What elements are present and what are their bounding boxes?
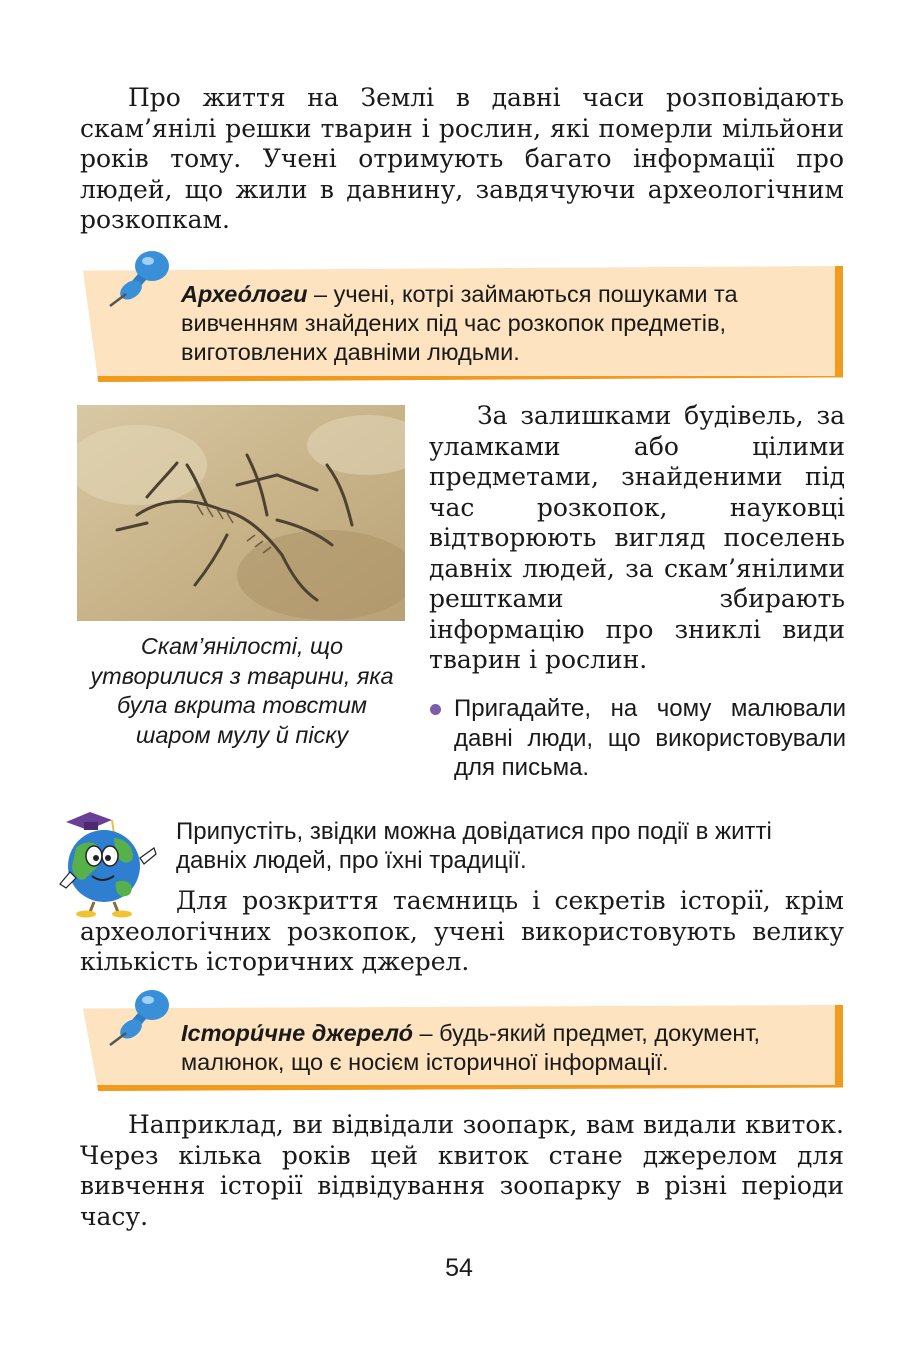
definition-term: Істори́чне джерело́ bbox=[181, 1020, 414, 1046]
definition-term: Архео́логи bbox=[181, 281, 308, 307]
pushpin-icon bbox=[104, 983, 174, 1049]
task-text: Припустіть, звідки можна довідатися про події в житті давніх людей, про їхні традиції. bbox=[176, 818, 772, 874]
photo-caption: Скам’янілості, що утворилися з тварини, яка була вкрита товстим шаром мулу й піску bbox=[90, 633, 394, 748]
bullet-icon bbox=[430, 704, 441, 715]
page-number: 54 bbox=[445, 1254, 473, 1282]
pushpin-icon bbox=[104, 244, 174, 310]
definition-text bbox=[181, 1019, 831, 1077]
question-text: Пригадайте, на чому малювали давні люди, що використовували для письма. bbox=[454, 695, 846, 781]
definition-box-historical-source bbox=[83, 1005, 843, 1091]
sources-paragraph: Для розкриття таємниць і секретів історії, крім археологічних розкопок, учені використовують велику кількість історичних джерел. bbox=[80, 886, 844, 976]
example-paragraph: Наприклад, ви відвідали зоопарк, вам видали квиток. Через кілька років цей квиток стане джерелом для вивчення історії відвідування зоопарку в різні періоди часу. bbox=[80, 1110, 844, 1231]
side-paragraph: За залишками будівель, за уламками або цілими предметами, знайденими під час розкопок, науковці відтворюють вигляд поселень давніх людей, за скам’янілими рештками збирають інформацію про зниклі види тварин і рослин. bbox=[429, 401, 845, 674]
definition-box-archaeologists bbox=[83, 266, 843, 382]
definition-body: – учені, котрі займаються пошуками та вивченням знайдених під час розкопок предметів, виготовлених давніми людьми. bbox=[181, 281, 738, 365]
definition-body: – будь-який предмет, документ, малюнок, що є носієм історичної інформації. bbox=[181, 1020, 761, 1075]
fossil-photo bbox=[77, 405, 405, 621]
definition-text bbox=[181, 280, 831, 367]
question-item bbox=[428, 694, 846, 783]
intro-paragraph: Про життя на Землі в давні часи розповідають скам’янілі решки тварин і рослин, які померли мільйони років тому. Учені отримують багато інформації про людей, що жили в давнину, завдячуючи археологічним розкопкам. bbox=[80, 83, 844, 234]
